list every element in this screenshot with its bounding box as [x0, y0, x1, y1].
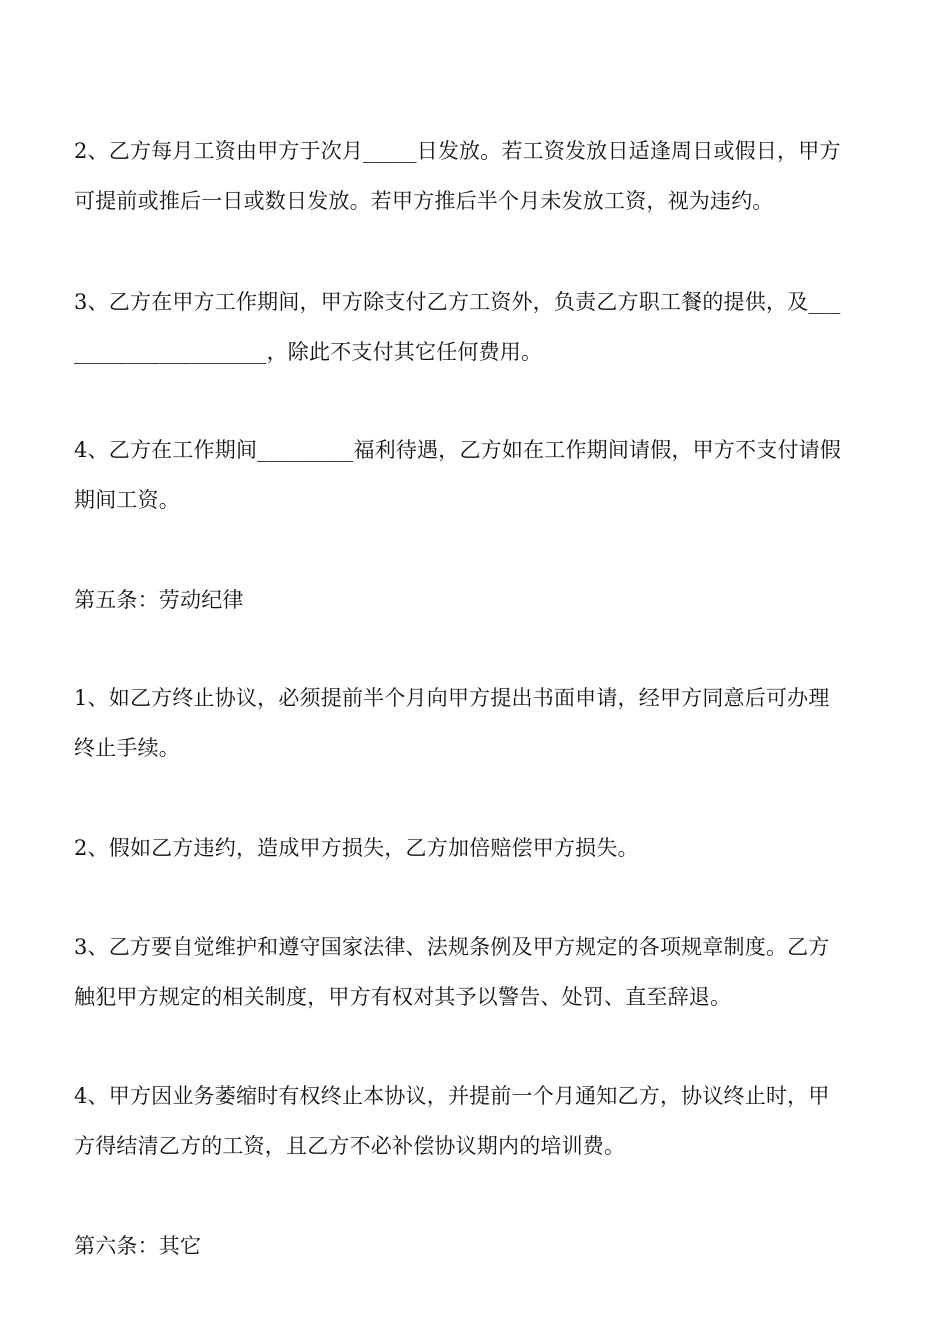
- section-heading-6: [74, 1221, 880, 1271]
- text-line: 可提前或推后一日或数日发放。若甲方推后半个月未发放工资，视为违约。: [74, 189, 774, 213]
- text-line: 方得结清乙方的工资，且乙方不必补偿协议期内的培训费。: [74, 1134, 626, 1158]
- clause-5-item-1: [74, 673, 880, 773]
- section-heading-5: [74, 575, 880, 625]
- text-line: 3、乙方在甲方工作期间，甲方除支付乙方工资外，负责乙方职工餐的提供，及___: [74, 290, 841, 314]
- clause-4-item-4: [74, 425, 880, 525]
- text-line: __________________，除此不支付其它任何费用。: [74, 340, 543, 364]
- section-title: 第五条：劳动纪律: [74, 588, 244, 612]
- clause-5-item-3: [74, 922, 880, 1022]
- text-line: 4、甲方因业务萎缩时有权终止本协议，并提前一个月通知乙方，协议终止时，甲: [74, 1084, 830, 1108]
- text-line: 2、乙方每月工资由甲方于次月_____日发放。若工资发放日适逢周日或假日，甲方: [74, 139, 841, 163]
- clause-4-item-3: [74, 277, 880, 377]
- section-title: 第六条：其它: [74, 1234, 202, 1258]
- clause-5-item-4: [74, 1071, 880, 1171]
- text-line: 2、假如乙方违约，造成甲方损失，乙方加倍赔偿甲方损失。: [74, 836, 639, 860]
- text-line: 3、乙方要自觉维护和遵守国家法律、法规条例及甲方规定的各项规章制度。乙方: [74, 935, 830, 959]
- text-line: 终止手续。: [74, 736, 180, 760]
- clause-5-item-2: [74, 823, 880, 873]
- text-line: 期间工资。: [74, 488, 180, 512]
- text-line: 4、乙方在工作期间_________福利待遇，乙方如在工作期间请假，甲方不支付请假: [74, 438, 842, 462]
- text-line: 1、如乙方终止协议，必须提前半个月向甲方提出书面申请，经甲方同意后可办理: [74, 686, 830, 710]
- clause-4-item-2: [74, 126, 880, 226]
- text-line: 触犯甲方规定的相关制度，甲方有权对其予以警告、处罚、直至辞退。: [74, 985, 732, 1009]
